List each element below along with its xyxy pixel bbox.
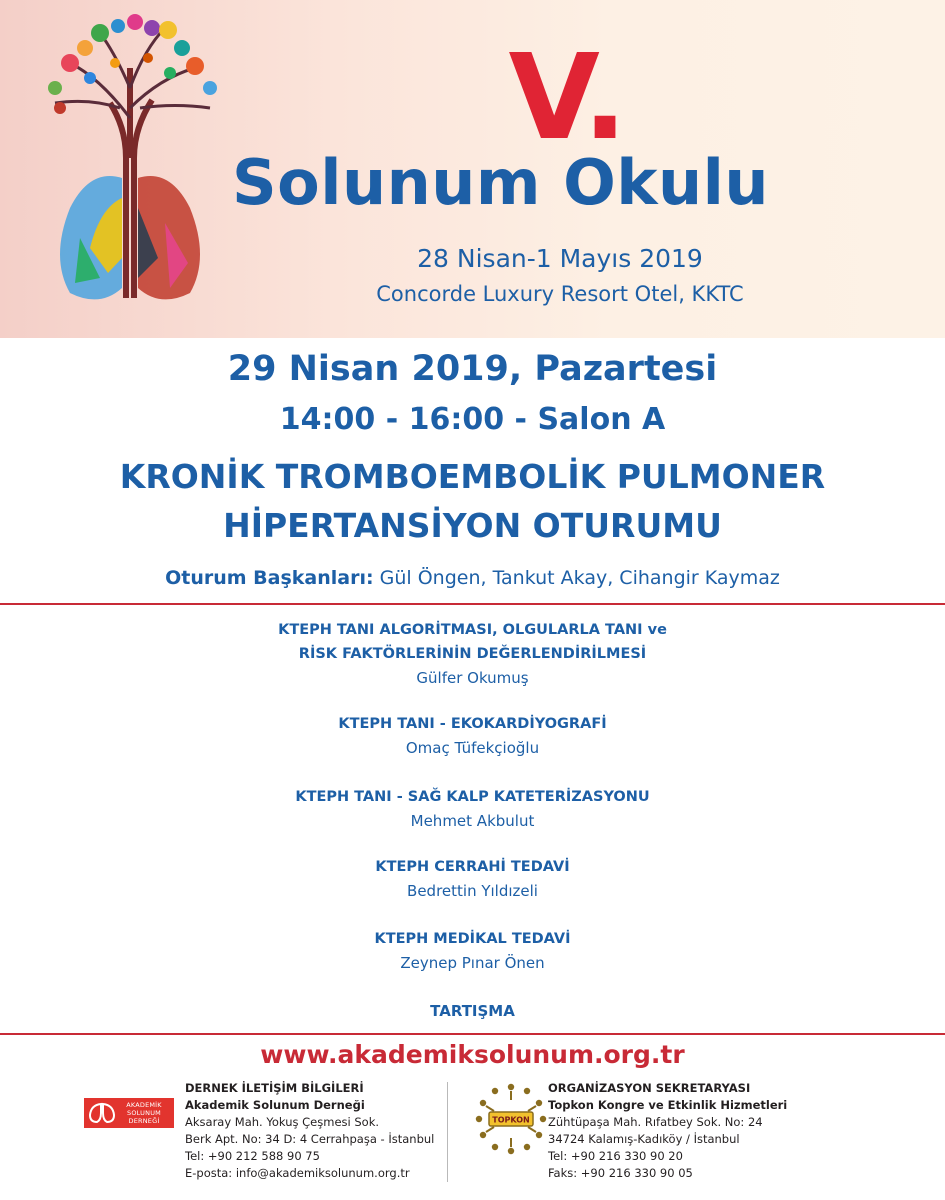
chairs-label: Oturum Başkanları:: [165, 567, 374, 589]
footer-divider: [447, 1082, 448, 1182]
association-logo-text: AKADEMİK SOLUNUM DERNEĞİ: [126, 1101, 162, 1125]
organizer-contact: [548, 1080, 828, 1182]
session-title-line1: KRONİK TROMBOEMBOLİK PULMONER: [119, 457, 826, 496]
organizer-address2: 34724 Kalamış-Kadıköy / İstanbul: [548, 1132, 740, 1146]
association-name: Akademik Solunum Derneği: [185, 1098, 365, 1112]
talk-title: KTEPH MEDİKAL TEDAVİ: [374, 931, 571, 947]
organizer-fax: Faks: +90 216 330 90 05: [548, 1166, 693, 1180]
discussion: TARTIŞMA: [430, 1002, 515, 1020]
session-title-line2: HİPERTANSİYON OTURUMU: [223, 506, 722, 545]
organizer-address1: Zühtüpaşa Mah. Rıfatbey Sok. No: 24: [548, 1115, 763, 1129]
session-chairs: [0, 564, 945, 592]
talk-item: [0, 927, 945, 975]
organizer-phone: Tel: +90 216 330 90 20: [548, 1149, 683, 1163]
talk-item: [0, 855, 945, 903]
header-banner: [0, 0, 945, 338]
event-title: Solunum Okulu: [232, 146, 770, 219]
association-heading: DERNEK İLETİŞİM BİLGİLERİ: [185, 1081, 364, 1095]
association-phone: Tel: +90 212 588 90 75: [185, 1149, 320, 1163]
talk-title: KTEPH CERRAHİ TEDAVİ: [375, 859, 570, 875]
lungs-logo-icon: [87, 1101, 117, 1125]
association-email[interactable]: E-posta: info@akademiksolunum.org.tr: [185, 1166, 410, 1180]
bottom-divider: [0, 1033, 945, 1035]
talk-speaker: Bedrettin Yıldızeli: [407, 882, 538, 900]
talk-item: [0, 618, 945, 690]
organizer-name: Topkon Kongre ve Etkinlik Hizmetleri: [548, 1098, 788, 1112]
association-address1: Aksaray Mah. Yokuş Çeşmesi Sok.: [185, 1115, 380, 1129]
session-day: 29 Nisan 2019, Pazartesi: [227, 349, 718, 389]
organizer-heading: ORGANİZASYON SEKRETARYASI: [548, 1081, 751, 1095]
talk-title: RİSK FAKTÖRLERİNİN DEĞERLENDİRİLMESİ: [298, 646, 647, 662]
talk-title: KTEPH TANI ALGORİTMASI, OLGULARLA TANI ve: [278, 622, 667, 638]
talk-speaker: Mehmet Akbulut: [410, 812, 535, 830]
session-title: [0, 452, 945, 550]
topkon-logo-text: TOPKON: [492, 1115, 530, 1125]
lung-tree-illustration-icon: [30, 8, 230, 308]
talk-title: KTEPH TANI - EKOKARDİYOGRAFİ: [338, 716, 607, 732]
session-time: 14:00 - 16:00 - Salon A: [279, 402, 666, 437]
talk-item: [0, 712, 945, 760]
talk-speaker: Gülfer Okumuş: [416, 669, 529, 687]
talk-title: KTEPH TANI - SAĞ KALP KATETERİZASYONU: [295, 789, 650, 805]
association-contact: [185, 1080, 435, 1182]
chairs-names: Gül Öngen, Tankut Akay, Cihangir Kaymaz: [373, 567, 780, 589]
event-dates: 28 Nisan-1 Mayıs 2019: [417, 244, 703, 273]
association-address2: Berk Apt. No: 34 D: 4 Cerrahpaşa - İstanbul: [185, 1132, 435, 1146]
topkon-logo-icon: [474, 1082, 548, 1156]
association-logo: [84, 1098, 174, 1128]
talk-speaker: Omaç Tüfekçioğlu: [405, 739, 540, 757]
talk-item: [0, 785, 945, 833]
talk-speaker: Zeynep Pınar Önen: [400, 954, 545, 972]
top-divider: [0, 603, 945, 605]
edition-number: V.: [508, 28, 626, 166]
website-link[interactable]: www.akademiksolunum.org.tr: [260, 1040, 685, 1069]
event-venue: Concorde Luxury Resort Otel, KKTC: [376, 282, 744, 306]
